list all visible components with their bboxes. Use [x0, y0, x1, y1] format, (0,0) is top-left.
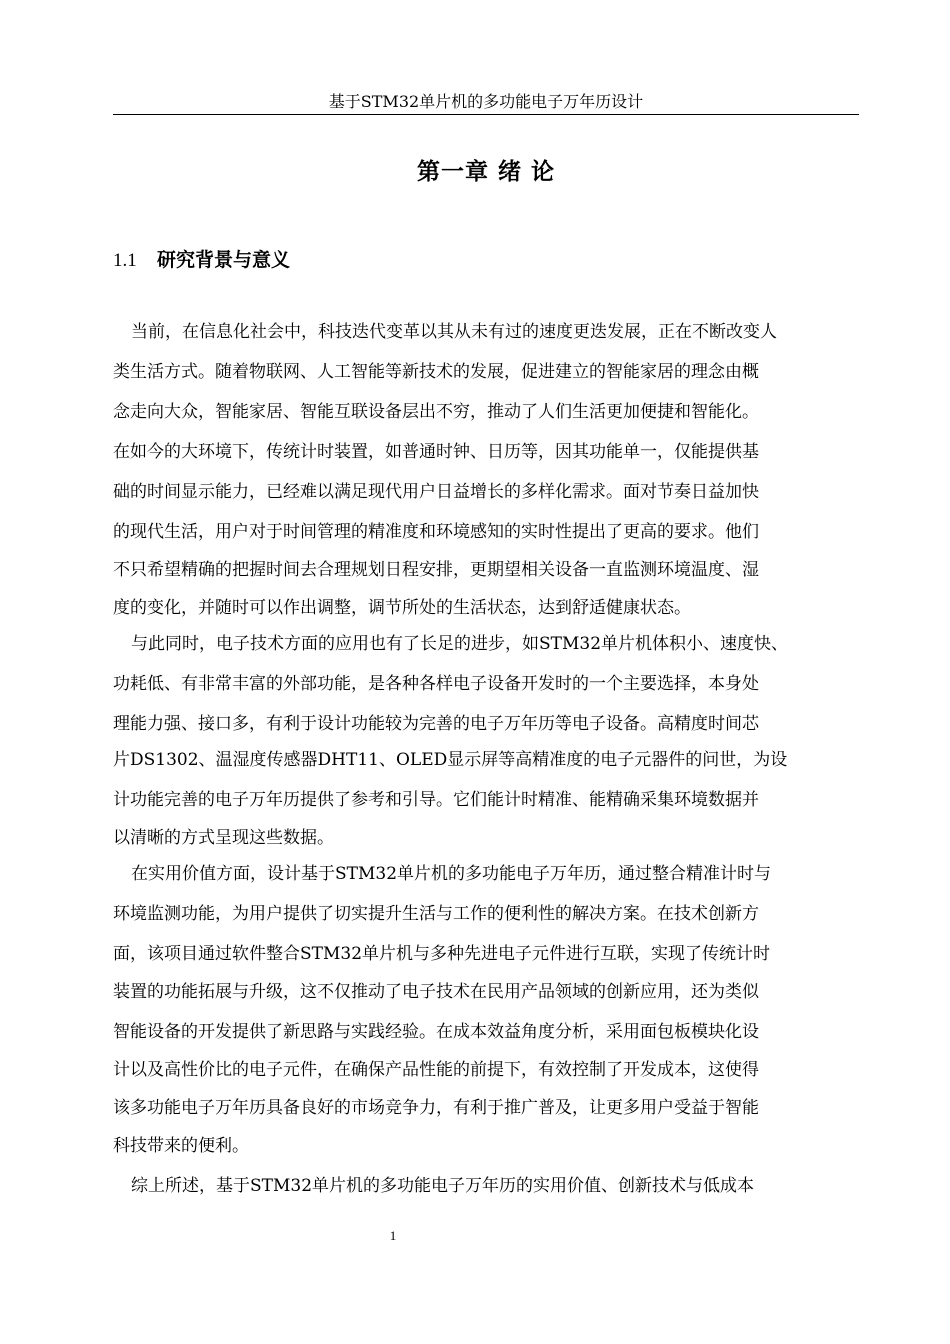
paragraph-line: 计功能完善的电子万年历提供了参考和引导。它们能计时精准、能精确采集环境数据并: [113, 790, 759, 810]
running-header: 基于STM32单片机的多功能电子万年历设计: [328, 92, 644, 111]
paragraph-line: 以清晰的方式呈现这些数据。: [113, 828, 334, 848]
paragraph-line: 计以及高性价比的电子元件，在确保产品性能的前提下，有效控制了开发成本，这使得: [113, 1060, 759, 1080]
section-title: 研究背景与意义: [157, 249, 291, 271]
paragraph-line: 装置的功能拓展与升级，这不仅推动了电子技术在民用产品领域的创新应用，还为类似: [113, 982, 759, 1002]
paragraph-line: 当前，在信息化社会中，科技迭代变革以其从未有过的速度更迭发展，正在不断改变人: [131, 322, 777, 342]
paragraph-line: 该多功能电子万年历具备良好的市场竞争力，有利于推广普及，让更多用户受益于智能: [113, 1098, 759, 1118]
paragraph-line: 环境监测功能，为用户提供了切实提升生活与工作的便利性的解决方案。在技术创新方: [113, 904, 759, 924]
paragraph-line: 在如今的大环境下，传统计时装置，如普通时钟、日历等，因其功能单一，仅能提供基: [113, 442, 759, 462]
header-rule: [113, 114, 859, 115]
paragraph-line: 不只希望精确的把握时间去合理规划日程安排，更期望相关设备一直监测环境温度、湿: [113, 560, 759, 580]
page-number: 1: [389, 1228, 397, 1243]
section-heading: [113, 246, 290, 275]
paragraph-line: 功耗低、有非常丰富的外部功能，是各种各样电子设备开发时的一个主要选择，本身处: [113, 674, 759, 694]
paragraph-line: 念走向大众，智能家居、智能互联设备层出不穷，推动了人们生活更加便捷和智能化。: [113, 402, 759, 422]
paragraph-line: 度的变化，并随时可以作出调整，调节所处的生活状态，达到舒适健康状态。: [113, 598, 691, 618]
paragraph-line: 理能力强、接口多，有利于设计功能较为完善的电子万年历等电子设备。高精度时间芯: [113, 714, 759, 734]
paragraph-line: 与此同时，电子技术方面的应用也有了长足的进步，如STM32单片机体积小、速度快、: [131, 634, 789, 654]
paragraph-line: 片DS1302、温湿度传感器DHT11、OLED显示屏等高精准度的电子元器件的问世，为设: [113, 750, 788, 770]
paragraph-line: 在实用价值方面，设计基于STM32单片机的多功能电子万年历，通过整合精准计时与: [131, 864, 772, 884]
paragraph-line: 面，该项目通过软件整合STM32单片机与多种先进电子元件进行互联，实现了传统计时: [113, 944, 771, 964]
paragraph-line: 础的时间显示能力，已经难以满足现代用户日益增长的多样化需求。面对节奏日益加快: [113, 482, 759, 502]
paragraph-line: 科技带来的便利。: [113, 1136, 249, 1156]
paragraph-line: 的现代生活，用户对于时间管理的精准度和环境感知的实时性提出了更高的要求。他们: [113, 522, 759, 542]
paragraph-line: 综上所述，基于STM32单片机的多功能电子万年历的实用价值、创新技术与低成本: [131, 1176, 755, 1196]
paragraph-line: 智能设备的开发提供了新思路与实践经验。在成本效益角度分析，采用面包板模块化设: [113, 1022, 759, 1042]
section-number: 1.1: [113, 250, 137, 271]
paragraph-line: 类生活方式。随着物联网、人工智能等新技术的发展，促进建立的智能家居的理念由概: [113, 362, 759, 382]
chapter-title: 第一章 绪 论: [416, 159, 555, 185]
